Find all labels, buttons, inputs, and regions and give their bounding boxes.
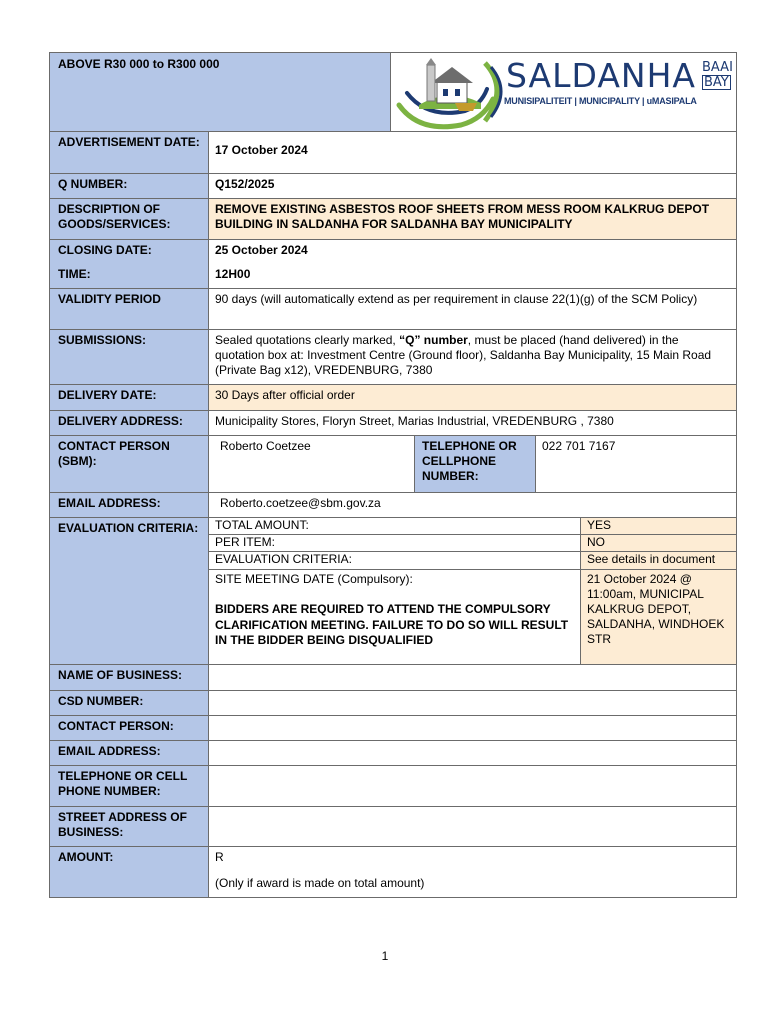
q-number-value: Q152/2025 <box>215 177 275 191</box>
delivery-date-value: 30 Days after official order <box>215 388 355 402</box>
amount-currency[interactable]: R <box>215 850 224 864</box>
time-label: TIME: <box>58 267 91 281</box>
advertisement-date-label: ADVERTISEMENT DATE: <box>58 135 200 149</box>
business-name-label: NAME OF BUSINESS: <box>58 668 183 682</box>
eval-row-site-meeting-value: 21 October 2024 @ 11:00am, MUNICIPAL KALKRUG DEPOT, SALDANHA, WINDHOEK STR <box>587 572 725 646</box>
telephone-sbm-value: 022 701 7167 <box>542 439 616 453</box>
closing-date-value: 25 October 2024 <box>215 243 308 257</box>
price-band-title: ABOVE R30 000 to R300 000 <box>58 57 220 71</box>
eval-row-per-item-name: PER ITEM: <box>215 535 276 549</box>
advertisement-date-value: 17 October 2024 <box>215 143 308 157</box>
eval-row-total-value: YES <box>587 518 612 532</box>
logo-baai: BAAI <box>702 60 733 75</box>
eval-row-criteria-value: See details in document <box>587 552 716 566</box>
time-value: 12H00 <box>215 267 251 281</box>
eval-row-per-item-value: NO <box>587 535 605 549</box>
contact-person-field[interactable] <box>209 716 735 739</box>
delivery-address-value: Municipality Stores, Floryn Street, Marias Industrial, VREDENBURG , 7380 <box>215 414 614 428</box>
email-sbm-label: EMAIL ADDRESS: <box>58 496 161 510</box>
telephone-field[interactable] <box>209 766 735 805</box>
description-label: DESCRIPTION OF GOODS/SERVICES: <box>58 202 171 231</box>
csd-number-label: CSD NUMBER: <box>58 694 144 708</box>
eval-row-total-name: TOTAL AMOUNT: <box>215 518 309 532</box>
email-sbm-value: Roberto.coetzee@sbm.gov.za <box>220 496 381 510</box>
validity-period-label: VALIDITY PERIOD <box>58 292 161 306</box>
delivery-date-label: DELIVERY DATE: <box>58 388 157 402</box>
street-address-field[interactable] <box>209 807 735 845</box>
municipality-logo <box>391 53 736 131</box>
amount-label: AMOUNT: <box>58 850 114 864</box>
street-address-label: STREET ADDRESS OF BUSINESS: <box>58 810 187 839</box>
csd-number-field[interactable] <box>209 691 735 714</box>
description-value: REMOVE EXISTING ASBESTOS ROOF SHEETS FROM MESS ROOM KALKRUG DEPOT BUILDING IN SALDANHA FOR SALDANHA BAY MUNICIPALITY <box>215 202 710 231</box>
delivery-address-label: DELIVERY ADDRESS: <box>58 414 183 428</box>
eval-row-criteria-name: EVALUATION CRITERIA: <box>215 552 352 566</box>
closing-date-label: CLOSING DATE: <box>58 243 152 257</box>
submissions-label: SUBMISSIONS: <box>58 333 147 347</box>
business-name-field[interactable] <box>209 665 735 689</box>
telephone-label: TELEPHONE OR CELL PHONE NUMBER: <box>58 769 188 798</box>
email-address-label: EMAIL ADDRESS: <box>58 744 161 758</box>
contact-person-sbm-value: Roberto Coetzee <box>220 439 311 453</box>
telephone-sbm-label: TELEPHONE OR CELLPHONE NUMBER: <box>422 439 517 483</box>
logo-tagline: MUNISIPALITEIT | MUNICIPALITY | uMASIPALA <box>504 96 697 106</box>
amount-note: (Only if award is made on total amount) <box>215 876 425 890</box>
attendance-warning: BIDDERS ARE REQUIRED TO ATTEND THE COMPULSORY CLARIFICATION MEETING. FAILURE TO DO SO WILL RESULT IN THE BIDDER BEING DISQUALIFIED <box>215 602 569 647</box>
eval-row-site-meeting-name: SITE MEETING DATE (Compulsory): <box>215 572 413 586</box>
logo-name: SALDANHA <box>506 56 696 95</box>
page-number: 1 <box>381 949 389 963</box>
evaluation-criteria-label: EVALUATION CRITERIA: <box>58 521 199 535</box>
email-address-field[interactable] <box>209 741 735 764</box>
logo-bay: BAY <box>704 75 729 90</box>
submissions-value: Sealed quotations clearly marked, “Q” number, must be placed (hand delivered) in the quotation box at: Investment Centre (Ground floor), Saldanha Bay Municipality, 15 Main Road (Private Bag x12), VREDENBURG, 7380 <box>215 333 712 377</box>
contact-person-label: CONTACT PERSON: <box>58 719 174 733</box>
q-number-label: Q NUMBER: <box>58 177 128 191</box>
contact-person-sbm-label: CONTACT PERSON (SBM): <box>58 439 170 468</box>
validity-period-value: 90 days (will automatically extend as per requirement in clause 22(1)(g) of the SCM Policy) <box>215 292 698 306</box>
